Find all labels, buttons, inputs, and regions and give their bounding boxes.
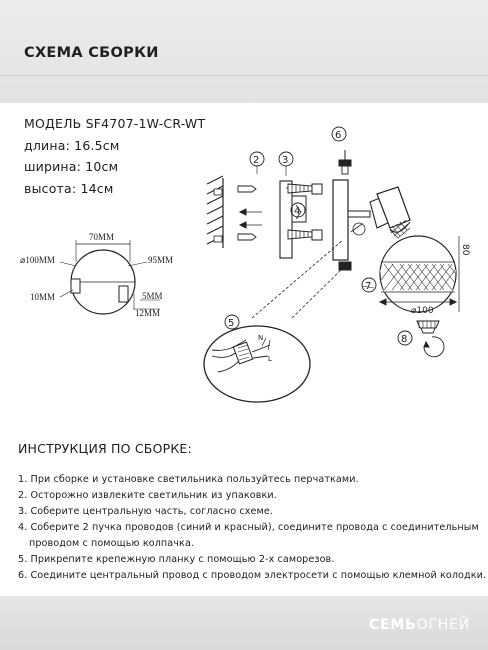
wall-dowels (238, 186, 262, 240)
dim-d100: ⌀100 (411, 306, 434, 316)
callout-6: 6 (335, 130, 342, 141)
mounting-plate-drawing (60, 240, 160, 314)
dim-12mm: 12MM (135, 308, 161, 318)
callout-5: 5 (228, 318, 235, 329)
instruction-list (18, 472, 486, 584)
spec-length: длина: 16.5см (24, 137, 120, 153)
callout-7: 7 (365, 281, 372, 292)
instruction-step: 6. Соедините центральный провод с проводом электросети с помощью клемной колодки. (18, 570, 487, 581)
dim-80: 80 (460, 244, 470, 256)
callout-8: 8 (401, 334, 408, 345)
instruction-step: 1. При сборке и установке светильника пользуйтесь перчатками. (18, 474, 359, 485)
dim-5mm: 5MM (142, 291, 163, 301)
page-title: СХЕМА СБОРКИ (24, 45, 159, 61)
callout-3: 3 (282, 155, 289, 166)
dim-10mm: 10MM (30, 292, 56, 302)
instruction-step (18, 520, 486, 552)
spec-height: высота: 14см (24, 180, 114, 196)
wall-hatching (207, 176, 223, 248)
footer-band (0, 596, 488, 650)
wire-label-n: N (258, 334, 264, 342)
dim-100mm: ⌀100MM (20, 255, 55, 265)
brand-logo (369, 617, 470, 633)
brand-light: ОГНЕЙ (416, 617, 470, 633)
callout-4: 4 (294, 206, 301, 217)
wiring-detail (204, 326, 310, 402)
spec-width: ширина: 10см (24, 159, 119, 174)
bulb (417, 321, 444, 357)
instruction-step-text: 4. Соберите 2 пучка проводов (синий и красный), соедините провода с соединительным (18, 522, 479, 533)
lamp-head (348, 187, 410, 238)
brand-bold: СЕМЬ (368, 617, 417, 633)
instruction-step: 2. Осторожно извлеките светильник из упаковки. (18, 490, 277, 501)
instructions-title: ИНСТРУКЦИЯ ПО СБОРКЕ: (18, 441, 192, 456)
dim-95mm: 95MM (148, 255, 174, 265)
instruction-step: 3. Соберите центральную часть, согласно схеме. (18, 506, 274, 517)
wire-label-l: L (268, 355, 272, 363)
glass-shade (380, 236, 459, 312)
callout-2: 2 (253, 155, 260, 166)
instruction-step-continuation: проводом с помощью колпачка. (29, 538, 195, 549)
dim-70mm: 70MM (89, 232, 115, 242)
instruction-step: 5. Прикрепите крепежную планку с помощью 2-х саморезов. (18, 554, 335, 565)
canopy (333, 150, 351, 270)
spec-model: МОДЕЛЬ SF4707-1W-CR-WT (24, 116, 206, 131)
